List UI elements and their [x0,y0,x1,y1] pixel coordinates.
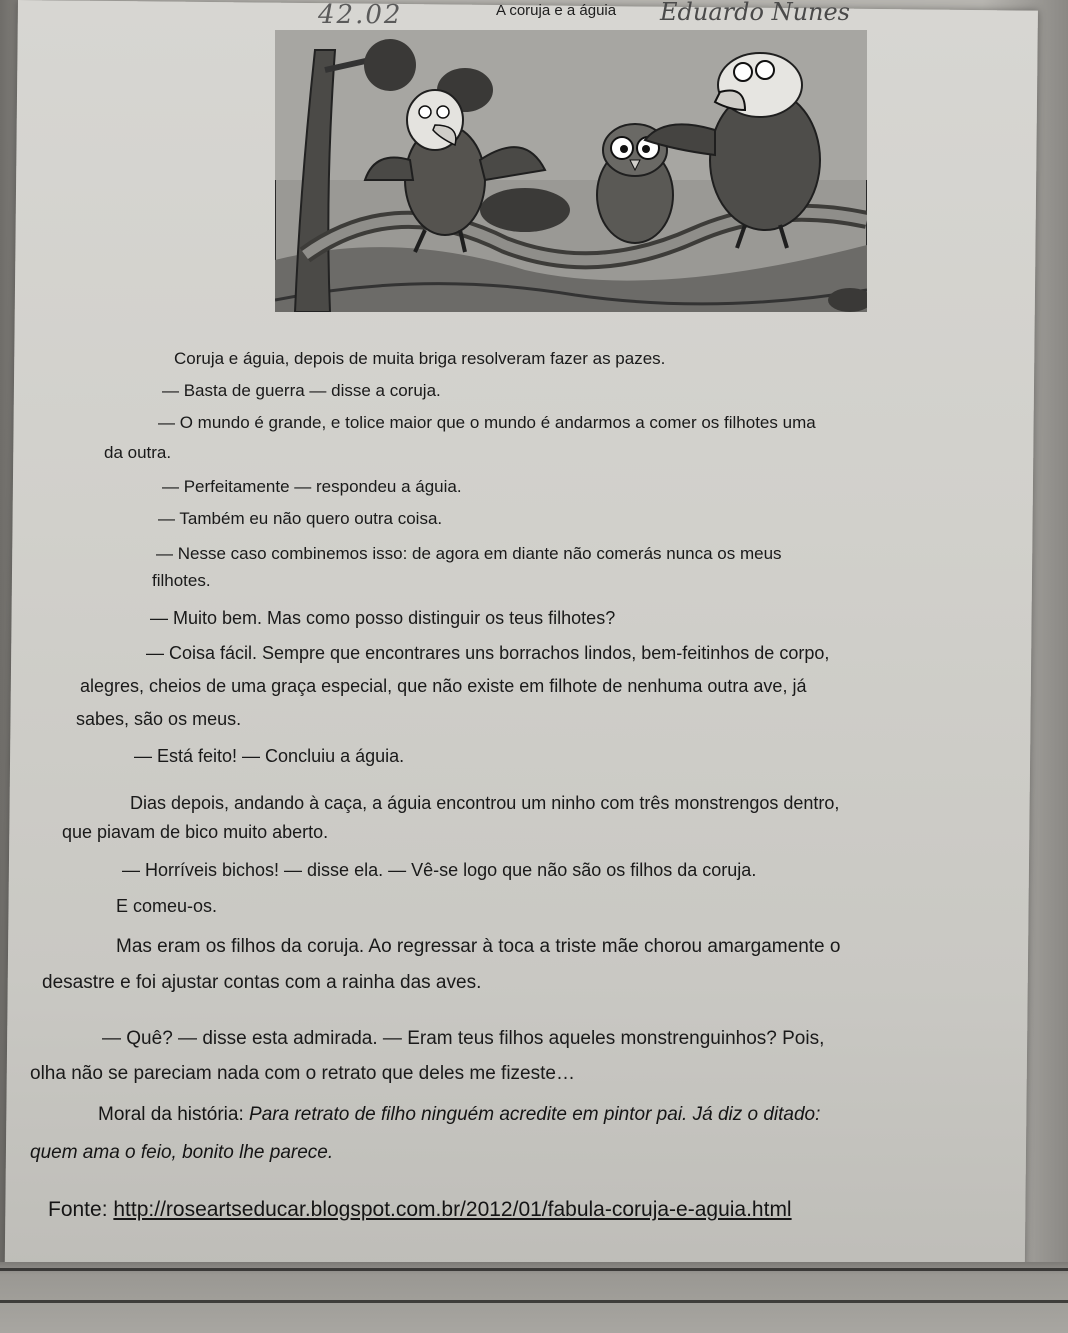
story-line-11: alegres, cheios de uma graça especial, que não existe em filhote de nenhuma outra ave, já [80,676,807,696]
story-line-16: — Horríveis bichos! — disse ela. — Vê-se logo que não são os filhos da coruja. [122,860,757,880]
story-line-10: — Coisa fácil. Sempre que encontrares uns borrachos lindos, bem-feitinhos de corpo, [146,643,830,663]
owl-and-eagle-illustration [275,30,867,312]
story-line-3: — O mundo é grande, e tolice maior que o mundo é andarmos a comer os filhotes uma [158,413,816,432]
source-label: Fonte: [48,1198,114,1221]
moral-text-1: Para retrato de filho ninguém acredite em pintor pai. Já diz o ditado: [249,1104,821,1125]
story-line-8: filhotes. [152,571,211,590]
handwritten-number: 42.02 [318,0,403,30]
paper-edge-line [0,1268,1068,1271]
story-line-2: — Basta de guerra — disse a coruja. [162,381,441,400]
page-title: A coruja e a águia [496,2,617,19]
table-edge-bottom [0,1262,1068,1333]
story-line-21: olha não se pareciam nada com o retrato que deles me fizeste… [30,1063,575,1084]
story-line-7: — Nesse caso combinemos isso: de agora em diante não comerás nunca os meus [156,544,782,563]
source-link[interactable]: http://roseartseducar.blogspot.com.br/2012/01/fabula-coruja-e-aguia.html [113,1198,792,1221]
story-line-4: da outra. [104,443,172,462]
story-line-17: E comeu-os. [116,896,218,916]
moral-line-1 [98,1104,820,1126]
story-line-13: — Está feito! — Concluiu a águia. [134,746,405,766]
source-line [48,1198,792,1222]
story-line-18: Mas eram os filhos da coruja. Ao regressar à toca a triste mãe chorou amargamente o [116,936,841,957]
story-line-6: — Também eu não quero outra coisa. [158,509,443,528]
story-line-20: — Quê? — disse esta admirada. — Eram teus filhos aqueles monstrenguinhos? Pois, [102,1028,825,1049]
story-line-15: que piavam de bico muito aberto. [62,822,329,842]
story-line-19: desastre e foi ajustar contas com a rainha das aves. [42,972,482,993]
story-line-1: Coruja e águia, depois de muita briga resolveram fazer as pazes. [174,349,666,368]
moral-line-2: quem ama o feio, bonito lhe parece. [30,1142,334,1163]
handwritten-student-name: Eduardo Nunes [660,0,850,26]
story-line-14: Dias depois, andando à caça, a águia encontrou um ninho com três monstrengos dentro, [130,793,840,813]
story-line-9: — Muito bem. Mas como posso distinguir os teus filhotes? [150,608,616,628]
paper-edge-line-2 [0,1300,1068,1303]
story-line-5: — Perfeitamente — respondeu a águia. [162,477,462,496]
moral-label: Moral da história: [98,1104,244,1125]
story-line-12: sabes, são os meus. [76,709,242,729]
